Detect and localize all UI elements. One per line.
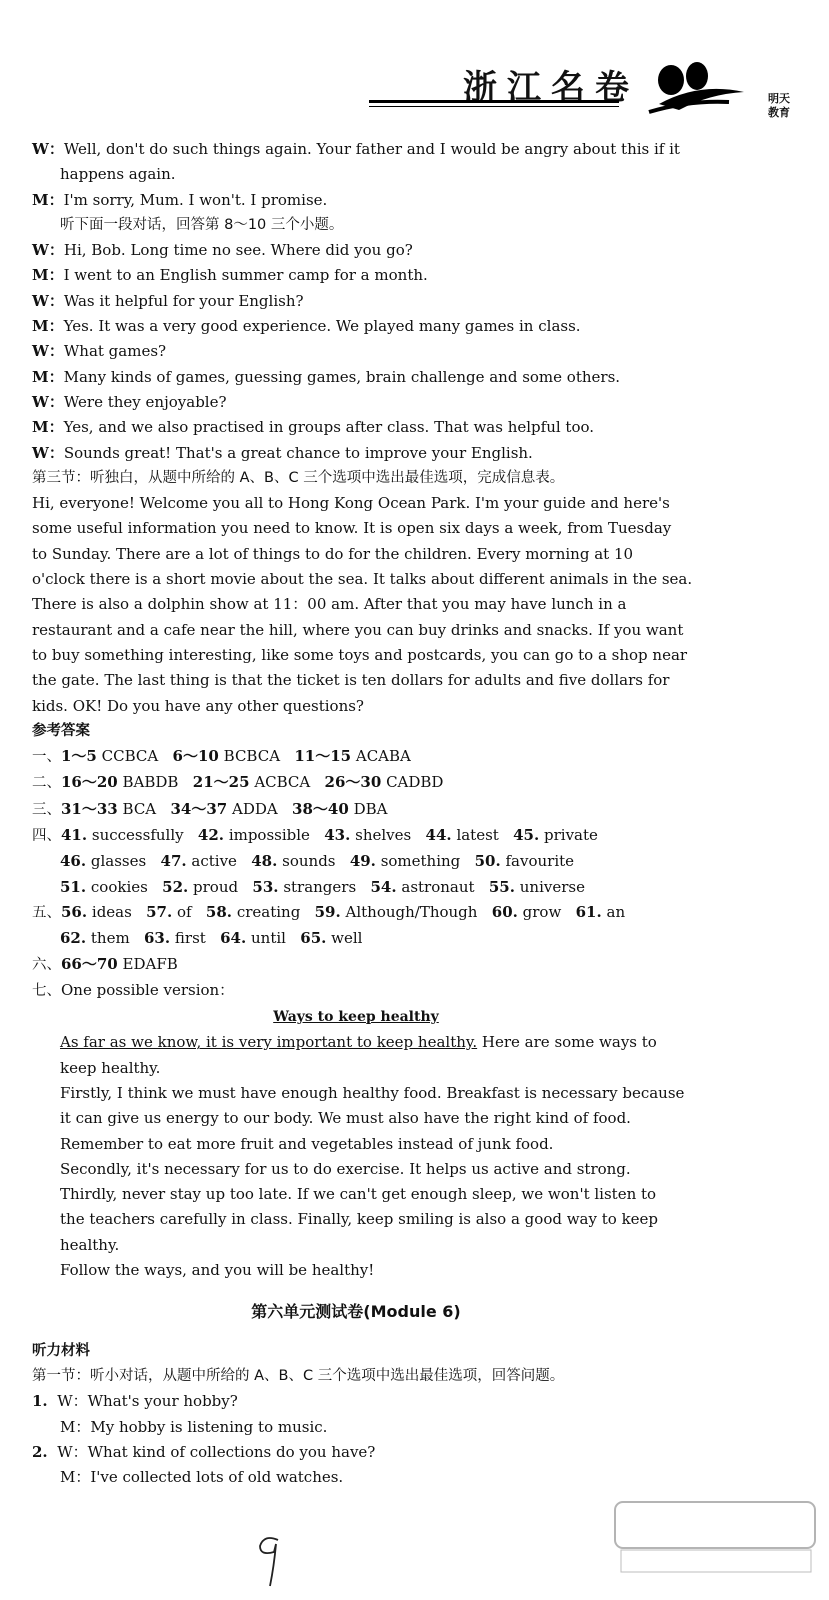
series-title: 浙江名卷: [463, 68, 639, 108]
question-item: 2. W：What kind of collections do you have?: [32, 1442, 376, 1461]
answers-heading: 参考答案: [32, 722, 90, 739]
answer-row-one: 一、1～5 CCBCA 6～10 BCBCA 11～15 ACABA: [32, 747, 411, 766]
answer-row-four-cont: 51. cookies 52. proud 53. strangers 54. astronaut 55. universe: [60, 877, 585, 896]
section-heading: 第一节：听小对话，从题中所给的 A、B、C 三个选项中选出最佳选项，回答问题。: [32, 1367, 565, 1384]
answer-row-three: 三、31～33 BCA 34～37 ADDA 38～40 DBA: [32, 799, 388, 818]
dialogue-line: M：Yes. It was a very good experience. We played many games in class.: [32, 317, 581, 336]
dialogue-line: W：What games?: [32, 342, 167, 361]
dialogue-line: M：I'm sorry, Mum. I won't. I promise.: [32, 190, 328, 209]
answer-row-five-cont: 62. them 63. first 64. until 65. well: [60, 929, 363, 948]
answer-row-five: 五、56. ideas 57. of 58. creating 59. Although/Though 60. grow 61. an: [32, 902, 626, 921]
question-item: M：My hobby is listening to music.: [60, 1417, 328, 1436]
essay-line: healthy.: [60, 1235, 120, 1254]
essay-line: the teachers carefully in class. Finally, keep smiling is also a good way to keep: [60, 1210, 659, 1229]
essay-line: keep healthy.: [60, 1058, 161, 1077]
dialogue-line: M：Yes, and we also practised in groups after class. That was helpful too.: [32, 418, 595, 437]
listening-heading: 听力材料: [32, 1342, 90, 1359]
essay-line: Firstly, I think we must have enough healthy food. Breakfast is necessary because: [60, 1083, 685, 1102]
page-content: [32, 137, 693, 1490]
essay-line: Follow the ways, and you will be healthy!: [60, 1261, 375, 1280]
essay-line: it can give us energy to our body. We must also have the right kind of food.: [60, 1109, 631, 1128]
monologue-line: to buy something interesting, like some toys and postcards, you can go to a shop near: [32, 645, 688, 664]
dialogue-line: W：Well, don't do such things again. Your father and I would be angry about this if it happens again.: [32, 140, 680, 184]
monologue-line: the gate. The last thing is that the ticket is ten dollars for adults and five dollars for: [32, 671, 670, 690]
page-header: [369, 52, 809, 142]
monologue-line: There is also a dolphin show at 11：00 am. After that you may have lunch in a: [32, 595, 627, 614]
essay-line: Remember to eat more fruit and vegetables instead of junk food.: [60, 1134, 554, 1153]
brand-mark: 明天 教育: [768, 92, 790, 119]
essay-line: As far as we know, it is very important to keep healthy. Here are some ways to: [60, 1033, 657, 1052]
handwritten-page-number: [250, 1530, 290, 1590]
answer-row-two: 二、16～20 BABDB 21～25 ACBCA 26～30 CADBD: [32, 773, 444, 792]
monologue-line: some useful information you need to know. It is open six days a week, from Tuesday: [32, 519, 672, 538]
essay-line: Thirdly, never stay up too late. If we can't get enough sleep, we won't listen to: [60, 1185, 657, 1204]
question-item: M：I've collected lots of old watches.: [60, 1468, 344, 1487]
answer-row-four-cont: 46. glasses 47. active 48. sounds 49. something 50. favourite: [60, 852, 575, 871]
monologue-line: Hi, everyone! Welcome you all to Hong Kong Ocean Park. I'm your guide and here's: [32, 494, 670, 513]
dialogue-line: W：Hi, Bob. Long time no see. Where did you go?: [32, 241, 413, 260]
dialogue-line: M：Many kinds of games, guessing games, brain challenge and some others.: [32, 367, 621, 386]
answer-row-seven: 七、One possible version：: [32, 980, 235, 999]
dialogue-line: W：Sounds great! That's a great chance to improve your English.: [32, 443, 533, 462]
instruction: 听下面一段对话，回答第 8～10 三个小题。: [60, 216, 344, 233]
dialogue-line: M：I went to an English summer camp for a month.: [32, 266, 428, 285]
question-item: 1. W：What's your hobby?: [32, 1392, 238, 1411]
monologue-line: kids. OK! Do you have any other questions?: [32, 696, 364, 715]
answer-row-six: 六、66～70 EDAFB: [32, 954, 178, 973]
logo-icon: [639, 52, 759, 122]
answer-row-four: 四、41. successfully 42. impossible 43. shelves 44. latest 45. private: [32, 826, 598, 845]
monologue-line: restaurant and a cafe near the hill, where you can buy drinks and snacks. If you want: [32, 620, 684, 639]
dialogue-line: W：Was it helpful for your English?: [32, 291, 304, 310]
dialogue-line: W：Were they enjoyable?: [32, 392, 227, 411]
watermark-logo: [611, 1498, 821, 1578]
monologue-line: to Sunday. There are a lot of things to do for the children. Every morning at 10: [32, 544, 634, 563]
essay-title: Ways to keep healthy: [273, 1009, 439, 1026]
header-rule: [369, 100, 619, 107]
monologue-line: o'clock there is a short movie about the sea. It talks about different animals in the sea.: [32, 570, 693, 589]
essay-line: Secondly, it's necessary for us to do exercise. It helps us active and strong.: [60, 1159, 631, 1178]
section-heading: 第三节：听独白，从题中所给的 A、B、C 三个选项中选出最佳选项，完成信息表。: [32, 469, 565, 486]
unit-title: 第六单元测试卷(Module 6): [251, 1302, 461, 1322]
